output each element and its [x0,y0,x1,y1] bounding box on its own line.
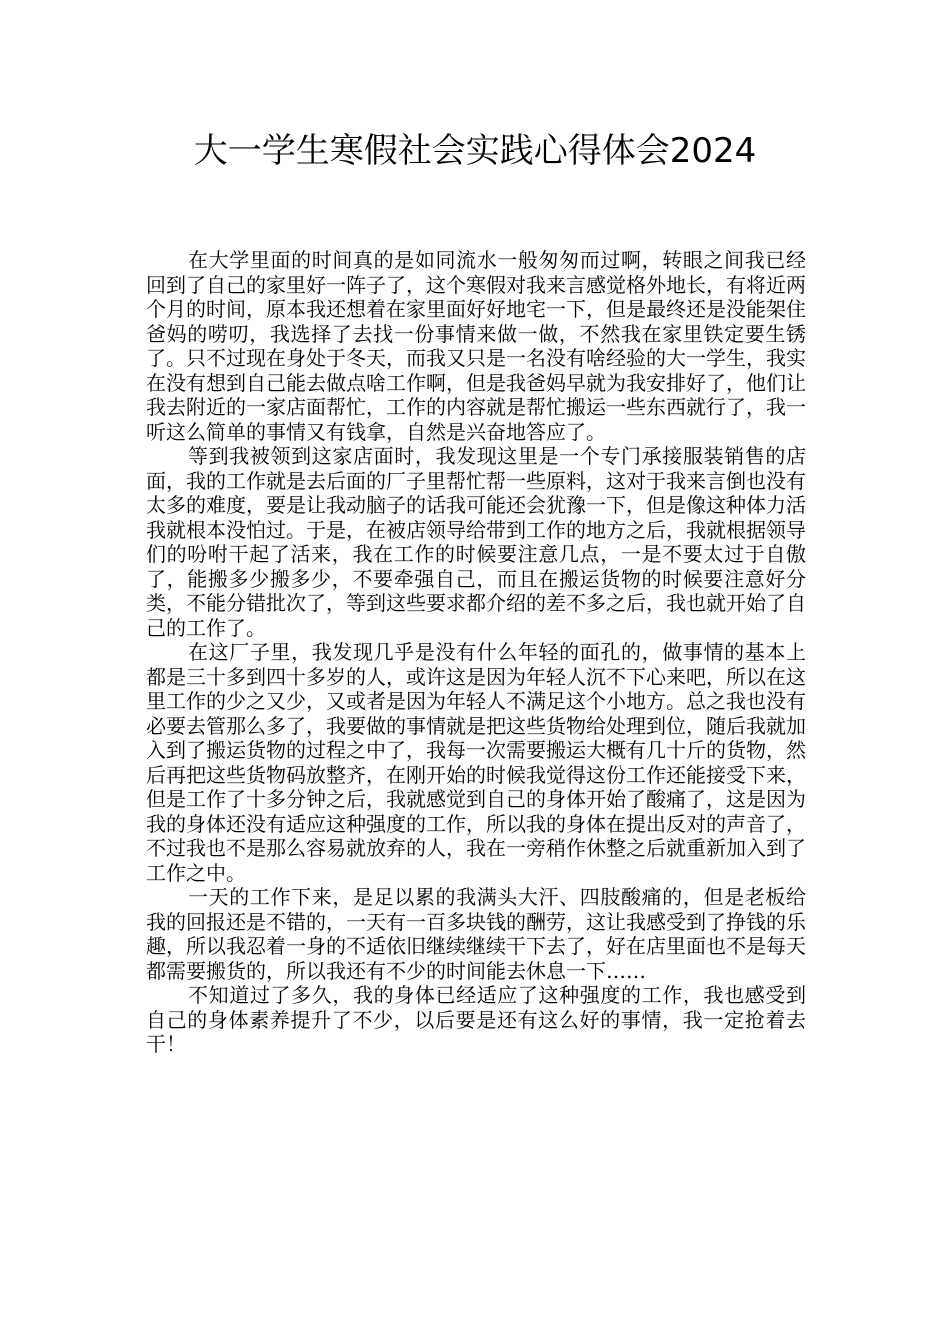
paragraph-5: 不知道过了多久，我的身体已经适应了这种强度的工作，我也感受到自己的身体素养提升了不少，以后要是还有这么好的事情，我一定抢着去干！ [146,983,806,1056]
paragraph-3: 在这厂子里，我发现几乎是没有什么年轻的面孔的，做事情的基本上都是三十多到四十多岁的人，或许这是因为年轻人沉不下心来吧，所以在这里工作的少之又少，又或者是因为年轻人不满足这个小地方。总之我也没有必要去管那么多了，我要做的事情就是把这些货物给处理到位，随后我就加入到了搬运货物的过程之中了，我每一次需要搬运大概有几十斤的货物，然后再把这些货物码放整齐，在刚开始的时候我觉得这份工作还能接受下来，但是工作了十多分钟之后，我就感觉到自己的身体开始了酸痛了，这是因为我的身体还没有适应这种强度的工作，所以我的身体在提出反对的声音了，不过我也不是那么容易就放弃的人，我在一旁稍作休整之后就重新加入到了工作之中。 [146,640,806,885]
paragraph-4: 一天的工作下来，是足以累的我满头大汗、四肢酸痛的，但是老板给我的回报还是不错的，一天有一百多块钱的酬劳，这让我感受到了挣钱的乐趣，所以我忍着一身的不适依旧继续继续干下去了，好在店里面也不是每天都需要搬货的，所以我还有不少的时间能去休息一下…… [146,885,806,983]
document-title: 大一学生寒假社会实践心得体会2024 [193,131,757,171]
paragraph-1: 在大学里面的时间真的是如同流水一般匆匆而过啊，转眼之间我已经回到了自己的家里好一阵子了，这个寒假对我来言感觉格外地长，有将近两个月的时间，原本我还想着在家里面好好地宅一下，但是最终还是没能架住爸妈的唠叨，我选择了去找一份事情来做一做，不然我在家里铁定要生锈了。只不过现在身处于冬天，而我又只是一名没有啥经验的大一学生，我实在没有想到自己能去做点啥工作啊，但是我爸妈早就为我安排好了，他们让我去附近的一家店面帮忙，工作的内容就是帮忙搬运一些东西就行了，我一听这么简单的事情又有钱拿，自然是兴奋地答应了。 [146,248,806,444]
document-body [146,248,806,1057]
paragraph-2: 等到我被领到这家店面时，我发现这里是一个专门承接服装销售的店面，我的工作就是去后面的厂子里帮忙帮一些原料，这对于我来言倒也没有太多的难度，要是让我动脑子的话我可能还会犹豫一下，但是像这种体力活我就根本没怕过。于是，在被店领导给带到工作的地方之后，我就根据领导们的吩咐干起了活来，我在工作的时候要注意几点，一是不要太过于自傲了，能搬多少搬多少，不要牵强自己，而且在搬运货物的时候要注意好分类，不能分错批次了，等到这些要求都介绍的差不多之后，我也就开始了自己的工作了。 [146,444,806,640]
